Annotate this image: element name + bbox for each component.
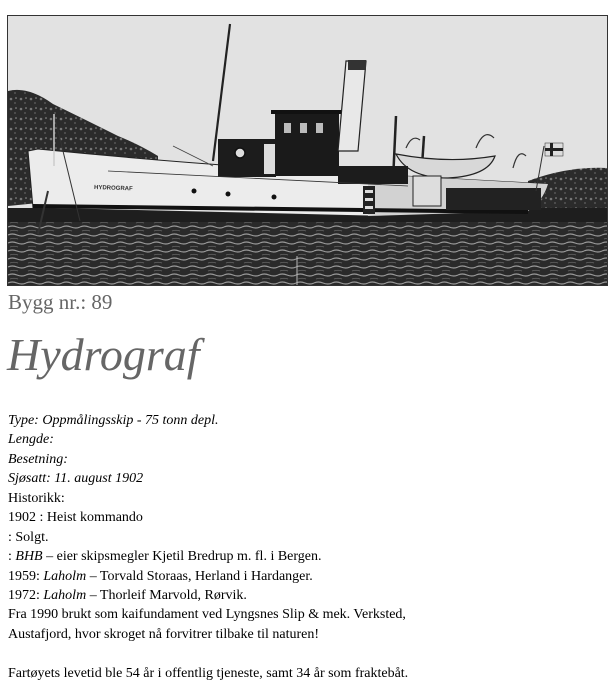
history-entry-text: : Solgt. — [8, 529, 49, 545]
history-entry — [8, 547, 608, 566]
history-entry-owner: – eier skipsmegler Kjetil Bredrup m. fl. i Bergen. — [42, 549, 322, 565]
history-entry-vessel-name: Laholm — [43, 587, 87, 603]
history-entry-owner: – Thorleif Marvold, Rørvik. — [86, 587, 247, 603]
fate-line-1: Fra 1990 brukt som kaifundament ved Lyngsnes Slip & mek. Verksted, — [8, 607, 406, 623]
spec-launched: Sjøsatt: 11. august 1902 — [8, 471, 144, 487]
history-heading: Historikk: — [8, 490, 65, 506]
history-entry-owner: – Torvald Storaas, Herland i Hardanger. — [86, 568, 313, 584]
wheelhouse — [275, 112, 339, 176]
history-entry — [8, 567, 608, 586]
spec-crew: Besetning: — [8, 451, 68, 467]
history-entry-vessel-name: Laholm — [43, 568, 87, 584]
history-entry — [8, 508, 608, 527]
service-summary: Fartøyets levetid ble 54 år i offentlig tjeneste, samt 34 år som fraktebåt. — [8, 665, 409, 681]
history-entry — [8, 528, 608, 547]
spec-length: Lengde: — [8, 432, 54, 448]
spacer — [8, 644, 608, 663]
hull-lettering: HYDROGRAF — [93, 185, 133, 193]
history-entry-prefix: 1959: — [8, 568, 44, 584]
ship-name-title: Hydrograf — [7, 329, 200, 380]
history-entry-text: 1902 : Heist kommando — [8, 510, 143, 526]
ship-photo-illustration — [8, 16, 607, 285]
history-entry-prefix: : — [8, 549, 16, 565]
history-entry-prefix: 1972: — [8, 587, 44, 603]
build-number: Bygg nr.: 89 — [8, 290, 113, 314]
water — [8, 216, 607, 285]
ship-details — [8, 411, 608, 683]
ship-photo — [7, 15, 608, 286]
history-entry — [8, 586, 608, 605]
fate-line-2: Austafjord, hvor skroget nå forvitrer tilbake til naturen! — [8, 626, 320, 642]
history-entry-vessel-name: BHB — [15, 549, 43, 565]
spec-type: Type: Oppmålingsskip - 75 tonn depl. — [8, 413, 219, 428]
